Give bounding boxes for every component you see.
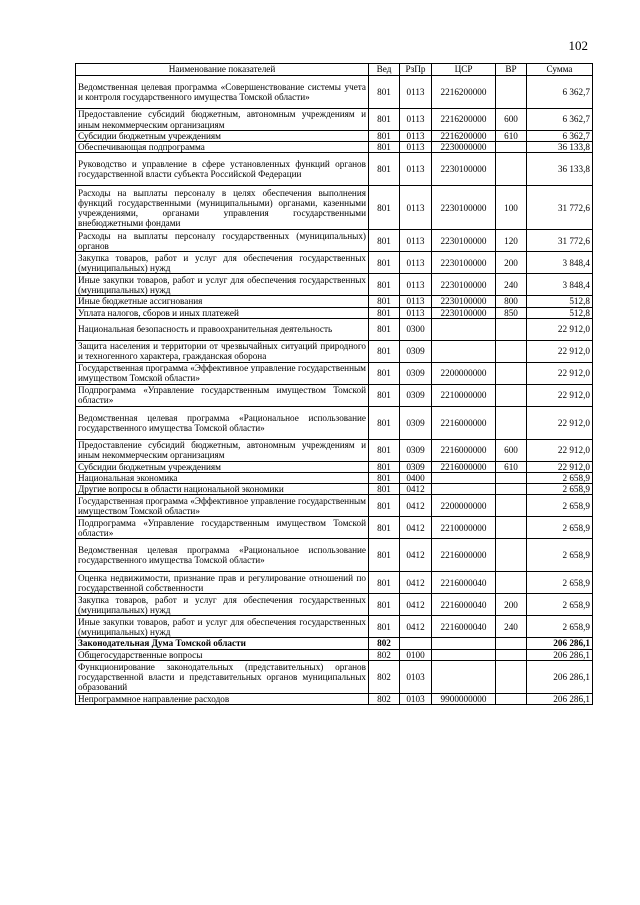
row-name-cell: Иные закупки товаров, работ и услуг для обеспечения государственных (муниципальных) нужд [76,616,369,638]
row-vr-cell: 240 [496,274,527,296]
row-sum-cell: 206 286,1 [527,660,593,693]
table-row [76,307,593,318]
row-ved-cell: 801 [369,274,400,296]
row-ved-cell: 801 [369,142,400,153]
row-vr-cell [496,362,527,384]
table-row [76,230,593,252]
table-row [76,517,593,539]
table-row [76,473,593,484]
row-vr-cell: 200 [496,594,527,616]
table-row [76,439,593,461]
header-csr: ЦСР [432,64,496,76]
row-csr-cell: 2216200000 [432,109,496,131]
row-sum-cell: 22 912,0 [527,461,593,472]
row-name-cell: Закупка товаров, работ и услуг для обеспечения государственных (муниципальных) нужд [76,594,369,616]
row-ved-cell: 801 [369,572,400,594]
row-sum-cell: 22 912,0 [527,384,593,406]
row-name-cell: Национальная безопасность и правоохранительная деятельность [76,318,369,340]
row-csr-cell: 2230000000 [432,142,496,153]
row-rzpr-cell: 0113 [400,142,432,153]
row-rzpr-cell [400,638,432,649]
row-name-cell: Руководство и управление в сфере установленных функций органов государственной власти субъекта Российской Федерации [76,153,369,186]
row-name-cell: Расходы на выплаты персоналу государственных (муниципальных) органов [76,230,369,252]
row-csr-cell [432,638,496,649]
row-rzpr-cell: 0113 [400,109,432,131]
table-row [76,539,593,572]
row-rzpr-cell: 0412 [400,517,432,539]
table-row [76,484,593,495]
row-csr-cell [432,318,496,340]
row-ved-cell: 801 [369,318,400,340]
row-csr-cell [432,473,496,484]
row-ved-cell: 801 [369,594,400,616]
row-rzpr-cell: 0113 [400,131,432,142]
table-row [76,186,593,230]
row-rzpr-cell: 0103 [400,693,432,704]
row-name-cell: Защита населения и территории от чрезвычайных ситуаций природного и техногенного характера, гражданская оборона [76,340,369,362]
row-sum-cell: 6 362,7 [527,131,593,142]
row-vr-cell [496,406,527,439]
row-ved-cell: 801 [369,406,400,439]
row-vr-cell: 600 [496,439,527,461]
row-vr-cell [496,318,527,340]
row-ved-cell: 802 [369,693,400,704]
row-sum-cell: 2 658,9 [527,484,593,495]
row-name-cell: Предоставление субсидий бюджетным, автономным учреждениям и иным некоммерческим организациям [76,109,369,131]
row-csr-cell: 2210000000 [432,384,496,406]
row-csr-cell: 2216000000 [432,539,496,572]
row-vr-cell [496,693,527,704]
row-ved-cell: 801 [369,252,400,274]
table-row [76,495,593,517]
row-rzpr-cell: 0400 [400,473,432,484]
row-csr-cell: 2230100000 [432,296,496,307]
row-rzpr-cell: 0100 [400,649,432,660]
row-sum-cell: 3 848,4 [527,274,593,296]
row-sum-cell: 206 286,1 [527,649,593,660]
row-ved-cell: 801 [369,495,400,517]
row-sum-cell: 31 772,6 [527,230,593,252]
row-name-cell: Непрограммное направление расходов [76,693,369,704]
row-csr-cell [432,660,496,693]
row-name-cell: Государственная программа «Эффективное управление государственным имуществом Томской области» [76,362,369,384]
row-rzpr-cell: 0412 [400,616,432,638]
row-csr-cell [432,340,496,362]
row-vr-cell [496,517,527,539]
row-vr-cell [496,572,527,594]
table-body [76,76,593,705]
row-vr-cell: 240 [496,616,527,638]
row-name-cell: Подпрограмма «Управление государственным имуществом Томской области» [76,517,369,539]
row-vr-cell: 120 [496,230,527,252]
table-row [76,616,593,638]
row-sum-cell: 512,8 [527,296,593,307]
table-row [76,693,593,704]
row-ved-cell: 801 [369,307,400,318]
row-name-cell: Обеспечивающая подпрограмма [76,142,369,153]
row-sum-cell: 206 286,1 [527,693,593,704]
row-csr-cell: 2216200000 [432,131,496,142]
row-sum-cell: 36 133,8 [527,142,593,153]
row-sum-cell: 2 658,9 [527,616,593,638]
table-row [76,572,593,594]
row-sum-cell: 36 133,8 [527,153,593,186]
table-row [76,649,593,660]
row-ved-cell: 801 [369,484,400,495]
row-rzpr-cell: 0113 [400,76,432,109]
row-rzpr-cell: 0412 [400,484,432,495]
row-name-cell: Субсидии бюджетным учреждениям [76,461,369,472]
row-name-cell: Ведомственная целевая программа «Рациональное использование государственного имущества Томской области» [76,406,369,439]
row-rzpr-cell: 0300 [400,318,432,340]
row-ved-cell: 801 [369,616,400,638]
row-ved-cell: 801 [369,439,400,461]
row-sum-cell: 2 658,9 [527,539,593,572]
table-row [76,274,593,296]
table-row [76,153,593,186]
row-sum-cell: 2 658,9 [527,473,593,484]
row-rzpr-cell: 0113 [400,252,432,274]
row-vr-cell [496,495,527,517]
row-sum-cell: 22 912,0 [527,318,593,340]
table-header-row [76,64,593,76]
row-sum-cell: 31 772,6 [527,186,593,230]
row-name-cell: Ведомственная целевая программа «Рациональное использование государственного имущества Томской области» [76,539,369,572]
row-name-cell: Оценка недвижимости, признание прав и регулирование отношений по государственной собственности [76,572,369,594]
row-name-cell: Функционирование законодательных (представительных) органов государственной власти и представительных органов муниципальных образований [76,660,369,693]
row-vr-cell: 600 [496,109,527,131]
row-rzpr-cell: 0412 [400,495,432,517]
table-row [76,340,593,362]
row-csr-cell: 2230100000 [432,307,496,318]
table-row [76,362,593,384]
row-ved-cell: 802 [369,660,400,693]
row-csr-cell: 2230100000 [432,153,496,186]
row-rzpr-cell: 0412 [400,594,432,616]
row-name-cell: Общегосударственные вопросы [76,649,369,660]
row-ved-cell: 801 [369,186,400,230]
row-rzpr-cell: 0309 [400,362,432,384]
row-csr-cell: 2216200000 [432,76,496,109]
row-rzpr-cell: 0113 [400,307,432,318]
row-csr-cell: 2216000040 [432,616,496,638]
row-vr-cell [496,153,527,186]
row-rzpr-cell: 0309 [400,406,432,439]
row-name-cell: Государственная программа «Эффективное управление государственным имуществом Томской области» [76,495,369,517]
row-sum-cell: 206 286,1 [527,638,593,649]
row-vr-cell [496,142,527,153]
row-rzpr-cell: 0113 [400,153,432,186]
row-csr-cell: 2216000000 [432,461,496,472]
row-sum-cell: 2 658,9 [527,517,593,539]
row-vr-cell [496,384,527,406]
row-ved-cell: 801 [369,296,400,307]
row-csr-cell: 2216000040 [432,572,496,594]
row-vr-cell: 610 [496,131,527,142]
row-name-cell: Иные бюджетные ассигнования [76,296,369,307]
row-name-cell: Закупка товаров, работ и услуг для обеспечения государственных (муниципальных) нужд [76,252,369,274]
row-rzpr-cell: 0309 [400,439,432,461]
row-csr-cell: 2200000000 [432,362,496,384]
row-name-cell: Иные закупки товаров, работ и услуг для обеспечения государственных (муниципальных) нужд [76,274,369,296]
row-sum-cell: 3 848,4 [527,252,593,274]
row-name-cell: Подпрограмма «Управление государственным имуществом Томской области» [76,384,369,406]
row-csr-cell: 2210000000 [432,517,496,539]
row-rzpr-cell: 0412 [400,572,432,594]
row-sum-cell: 6 362,7 [527,109,593,131]
row-ved-cell: 801 [369,384,400,406]
row-vr-cell: 850 [496,307,527,318]
row-vr-cell [496,484,527,495]
row-sum-cell: 512,8 [527,307,593,318]
row-csr-cell [432,484,496,495]
table-row [76,638,593,649]
row-vr-cell [496,539,527,572]
table-row [76,76,593,109]
row-vr-cell: 800 [496,296,527,307]
row-ved-cell: 801 [369,461,400,472]
row-name-cell: Другие вопросы в области национальной экономики [76,484,369,495]
row-csr-cell: 2216000000 [432,406,496,439]
table-row [76,252,593,274]
row-vr-cell [496,649,527,660]
row-rzpr-cell: 0309 [400,461,432,472]
header-vr: ВР [496,64,527,76]
row-rzpr-cell: 0412 [400,539,432,572]
header-ved: Вед [369,64,400,76]
row-sum-cell: 22 912,0 [527,406,593,439]
row-ved-cell: 801 [369,131,400,142]
table-row [76,109,593,131]
row-ved-cell: 801 [369,473,400,484]
row-name-cell: Предоставление субсидий бюджетным, автономным учреждениям и иным некоммерческим организациям [76,439,369,461]
row-rzpr-cell: 0113 [400,186,432,230]
row-csr-cell: 2200000000 [432,495,496,517]
row-csr-cell: 9900000000 [432,693,496,704]
row-vr-cell: 100 [496,186,527,230]
row-sum-cell: 2 658,9 [527,495,593,517]
row-rzpr-cell: 0113 [400,296,432,307]
row-csr-cell: 2216000040 [432,594,496,616]
row-ved-cell: 801 [369,153,400,186]
row-ved-cell: 801 [369,76,400,109]
row-name-cell: Законодательная Дума Томской области [76,638,369,649]
row-csr-cell [432,649,496,660]
row-sum-cell: 2 658,9 [527,594,593,616]
row-sum-cell: 6 362,7 [527,76,593,109]
table-row [76,461,593,472]
row-vr-cell [496,638,527,649]
table-row [76,131,593,142]
row-vr-cell: 610 [496,461,527,472]
row-csr-cell: 2230100000 [432,230,496,252]
header-name: Наименование показателей [76,64,369,76]
row-ved-cell: 801 [369,362,400,384]
table-row [76,142,593,153]
row-vr-cell [496,76,527,109]
row-ved-cell: 801 [369,340,400,362]
row-name-cell: Расходы на выплаты персоналу в целях обеспечения выполнения функций государственными (муниципальными) органами, казенными учреждениями, органами управления государственными внебюджетными фондами [76,186,369,230]
table-row [76,318,593,340]
row-ved-cell: 801 [369,230,400,252]
row-vr-cell [496,340,527,362]
row-csr-cell: 2230100000 [432,186,496,230]
budget-table [75,63,593,705]
row-ved-cell: 802 [369,649,400,660]
row-sum-cell: 22 912,0 [527,340,593,362]
row-ved-cell: 801 [369,109,400,131]
row-ved-cell: 801 [369,539,400,572]
row-ved-cell: 802 [369,638,400,649]
row-name-cell: Ведомственная целевая программа «Совершенствование системы учета и контроля государственного имущества Томской области» [76,76,369,109]
table-row [76,660,593,693]
row-rzpr-cell: 0309 [400,384,432,406]
row-name-cell: Уплата налогов, сборов и иных платежей [76,307,369,318]
table-row [76,406,593,439]
row-ved-cell: 801 [369,517,400,539]
row-name-cell: Национальная экономика [76,473,369,484]
header-sum: Сумма [527,64,593,76]
row-sum-cell: 2 658,9 [527,572,593,594]
row-rzpr-cell: 0113 [400,230,432,252]
row-rzpr-cell: 0103 [400,660,432,693]
row-rzpr-cell: 0309 [400,340,432,362]
header-rzpr: РзПр [400,64,432,76]
row-vr-cell [496,473,527,484]
row-csr-cell: 2230100000 [432,252,496,274]
row-vr-cell: 200 [496,252,527,274]
page-number: 102 [568,38,588,53]
row-vr-cell [496,660,527,693]
table-row [76,296,593,307]
table-row [76,594,593,616]
row-csr-cell: 2230100000 [432,274,496,296]
row-csr-cell: 2216000000 [432,439,496,461]
row-rzpr-cell: 0113 [400,274,432,296]
table-row [76,384,593,406]
row-sum-cell: 22 912,0 [527,362,593,384]
row-name-cell: Субсидии бюджетным учреждениям [76,131,369,142]
row-sum-cell: 22 912,0 [527,439,593,461]
